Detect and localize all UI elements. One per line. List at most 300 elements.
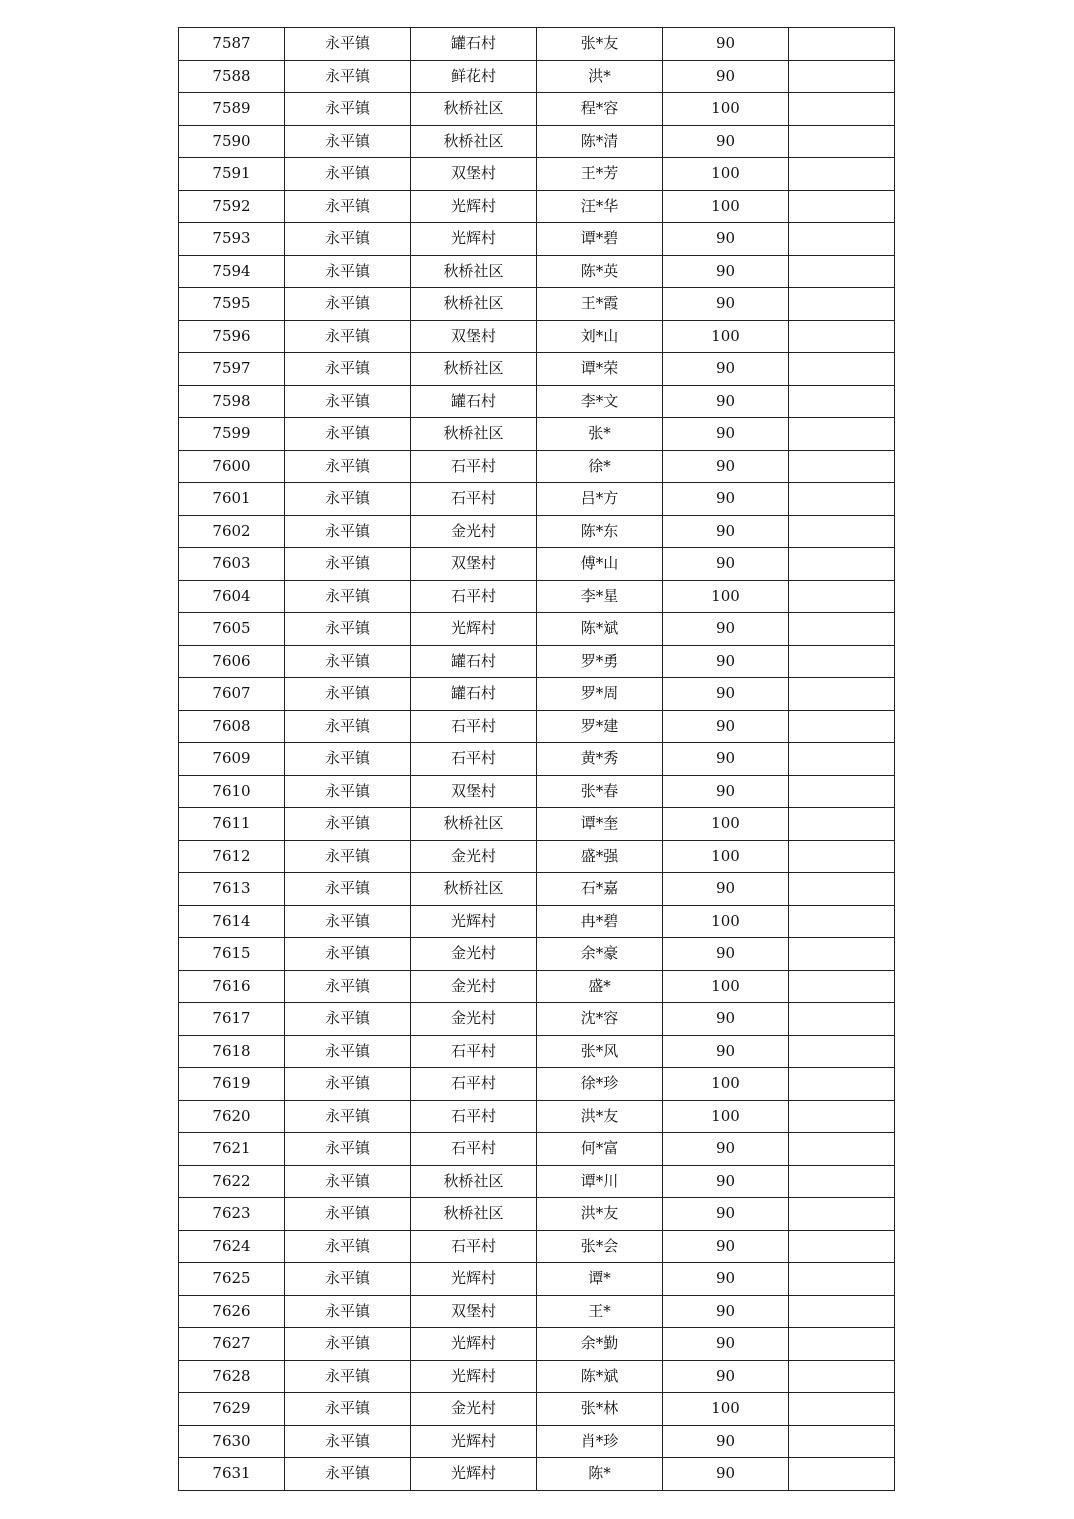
note-cell — [789, 970, 895, 1003]
town-cell: 永平镇 — [285, 613, 411, 646]
amount-cell: 90 — [663, 1425, 789, 1458]
serial-number-cell: 7608 — [179, 710, 285, 743]
serial-number-cell: 7611 — [179, 808, 285, 841]
table-row — [179, 743, 895, 776]
amount-cell: 90 — [663, 1003, 789, 1036]
table-row — [179, 1425, 895, 1458]
table-row — [179, 93, 895, 126]
village-cell: 秋桥社区 — [411, 255, 537, 288]
town-cell: 永平镇 — [285, 60, 411, 93]
name-cell: 石*嘉 — [537, 873, 663, 906]
serial-number-cell: 7619 — [179, 1068, 285, 1101]
table-row — [179, 450, 895, 483]
amount-cell: 100 — [663, 158, 789, 191]
note-cell — [789, 808, 895, 841]
name-cell: 肖*珍 — [537, 1425, 663, 1458]
table-row — [179, 483, 895, 516]
serial-number-cell: 7604 — [179, 580, 285, 613]
amount-cell: 90 — [663, 223, 789, 256]
village-cell: 罐石村 — [411, 678, 537, 711]
roster-table-body — [179, 28, 895, 1491]
note-cell — [789, 1068, 895, 1101]
village-cell: 金光村 — [411, 1003, 537, 1036]
town-cell: 永平镇 — [285, 1100, 411, 1133]
amount-cell: 90 — [663, 710, 789, 743]
amount-cell: 90 — [663, 1133, 789, 1166]
serial-number-cell: 7629 — [179, 1393, 285, 1426]
amount-cell: 90 — [663, 645, 789, 678]
village-cell: 光辉村 — [411, 905, 537, 938]
town-cell: 永平镇 — [285, 515, 411, 548]
name-cell: 洪* — [537, 60, 663, 93]
village-cell: 双堡村 — [411, 1295, 537, 1328]
village-cell: 光辉村 — [411, 223, 537, 256]
serial-number-cell: 7630 — [179, 1425, 285, 1458]
village-cell: 金光村 — [411, 938, 537, 971]
town-cell: 永平镇 — [285, 418, 411, 451]
table-row — [179, 710, 895, 743]
village-cell: 石平村 — [411, 1100, 537, 1133]
village-cell: 秋桥社区 — [411, 873, 537, 906]
table-row — [179, 1035, 895, 1068]
note-cell — [789, 385, 895, 418]
amount-cell: 90 — [663, 938, 789, 971]
serial-number-cell: 7596 — [179, 320, 285, 353]
note-cell — [789, 548, 895, 581]
serial-number-cell: 7627 — [179, 1328, 285, 1361]
amount-cell: 100 — [663, 970, 789, 1003]
town-cell: 永平镇 — [285, 1133, 411, 1166]
note-cell — [789, 93, 895, 126]
name-cell: 王*芳 — [537, 158, 663, 191]
town-cell: 永平镇 — [285, 905, 411, 938]
village-cell: 石平村 — [411, 1230, 537, 1263]
town-cell: 永平镇 — [285, 1295, 411, 1328]
village-cell: 光辉村 — [411, 1328, 537, 1361]
name-cell: 谭*碧 — [537, 223, 663, 256]
town-cell: 永平镇 — [285, 710, 411, 743]
table-row — [179, 970, 895, 1003]
name-cell: 吕*方 — [537, 483, 663, 516]
village-cell: 石平村 — [411, 450, 537, 483]
note-cell — [789, 223, 895, 256]
serial-number-cell: 7615 — [179, 938, 285, 971]
amount-cell: 90 — [663, 1458, 789, 1491]
note-cell — [789, 158, 895, 191]
note-cell — [789, 1003, 895, 1036]
village-cell: 秋桥社区 — [411, 808, 537, 841]
table-row — [179, 1295, 895, 1328]
note-cell — [789, 613, 895, 646]
town-cell: 永平镇 — [285, 1003, 411, 1036]
name-cell: 傅*山 — [537, 548, 663, 581]
table-row — [179, 255, 895, 288]
village-cell: 光辉村 — [411, 1458, 537, 1491]
note-cell — [789, 288, 895, 321]
village-cell: 鲜花村 — [411, 60, 537, 93]
town-cell: 永平镇 — [285, 1230, 411, 1263]
name-cell: 洪*友 — [537, 1100, 663, 1133]
town-cell: 永平镇 — [285, 970, 411, 1003]
serial-number-cell: 7631 — [179, 1458, 285, 1491]
note-cell — [789, 1458, 895, 1491]
note-cell — [789, 1133, 895, 1166]
note-cell — [789, 1035, 895, 1068]
note-cell — [789, 515, 895, 548]
name-cell: 盛* — [537, 970, 663, 1003]
amount-cell: 90 — [663, 450, 789, 483]
note-cell — [789, 1295, 895, 1328]
town-cell: 永平镇 — [285, 1035, 411, 1068]
name-cell: 李*星 — [537, 580, 663, 613]
table-row — [179, 678, 895, 711]
village-cell: 光辉村 — [411, 1425, 537, 1458]
name-cell: 徐* — [537, 450, 663, 483]
village-cell: 秋桥社区 — [411, 125, 537, 158]
name-cell: 张*春 — [537, 775, 663, 808]
amount-cell: 100 — [663, 1068, 789, 1101]
table-row — [179, 125, 895, 158]
serial-number-cell: 7594 — [179, 255, 285, 288]
amount-cell: 90 — [663, 1198, 789, 1231]
table-row — [179, 1263, 895, 1296]
table-row — [179, 613, 895, 646]
table-row — [179, 905, 895, 938]
amount-cell: 100 — [663, 190, 789, 223]
note-cell — [789, 1360, 895, 1393]
serial-number-cell: 7612 — [179, 840, 285, 873]
village-cell: 光辉村 — [411, 1360, 537, 1393]
amount-cell: 90 — [663, 28, 789, 61]
town-cell: 永平镇 — [285, 385, 411, 418]
note-cell — [789, 743, 895, 776]
table-row — [179, 1165, 895, 1198]
serial-number-cell: 7588 — [179, 60, 285, 93]
table-row — [179, 580, 895, 613]
village-cell: 石平村 — [411, 1035, 537, 1068]
note-cell — [789, 125, 895, 158]
table-row — [179, 1393, 895, 1426]
serial-number-cell: 7606 — [179, 645, 285, 678]
village-cell: 秋桥社区 — [411, 1165, 537, 1198]
amount-cell: 90 — [663, 418, 789, 451]
town-cell: 永平镇 — [285, 1425, 411, 1458]
village-cell: 石平村 — [411, 710, 537, 743]
note-cell — [789, 483, 895, 516]
note-cell — [789, 710, 895, 743]
serial-number-cell: 7602 — [179, 515, 285, 548]
amount-cell: 90 — [663, 613, 789, 646]
village-cell: 罐石村 — [411, 385, 537, 418]
amount-cell: 100 — [663, 93, 789, 126]
village-cell: 秋桥社区 — [411, 288, 537, 321]
serial-number-cell: 7607 — [179, 678, 285, 711]
village-cell: 双堡村 — [411, 158, 537, 191]
note-cell — [789, 1328, 895, 1361]
note-cell — [789, 580, 895, 613]
name-cell: 谭* — [537, 1263, 663, 1296]
village-cell: 石平村 — [411, 483, 537, 516]
village-cell: 秋桥社区 — [411, 353, 537, 386]
town-cell: 永平镇 — [285, 645, 411, 678]
table-row — [179, 158, 895, 191]
roster-table — [178, 27, 895, 1491]
name-cell: 陈*清 — [537, 125, 663, 158]
village-cell: 秋桥社区 — [411, 93, 537, 126]
amount-cell: 90 — [663, 1263, 789, 1296]
amount-cell: 90 — [663, 1360, 789, 1393]
amount-cell: 100 — [663, 840, 789, 873]
serial-number-cell: 7625 — [179, 1263, 285, 1296]
note-cell — [789, 60, 895, 93]
serial-number-cell: 7613 — [179, 873, 285, 906]
amount-cell: 90 — [663, 483, 789, 516]
name-cell: 李*文 — [537, 385, 663, 418]
town-cell: 永平镇 — [285, 450, 411, 483]
table-row — [179, 1458, 895, 1491]
town-cell: 永平镇 — [285, 483, 411, 516]
note-cell — [789, 1165, 895, 1198]
name-cell: 王*霞 — [537, 288, 663, 321]
name-cell: 陈*东 — [537, 515, 663, 548]
amount-cell: 90 — [663, 288, 789, 321]
table-row — [179, 1230, 895, 1263]
village-cell: 金光村 — [411, 1393, 537, 1426]
table-row — [179, 1198, 895, 1231]
amount-cell: 90 — [663, 353, 789, 386]
village-cell: 双堡村 — [411, 320, 537, 353]
note-cell — [789, 28, 895, 61]
note-cell — [789, 255, 895, 288]
town-cell: 永平镇 — [285, 840, 411, 873]
serial-number-cell: 7597 — [179, 353, 285, 386]
village-cell: 金光村 — [411, 970, 537, 1003]
table-row — [179, 645, 895, 678]
town-cell: 永平镇 — [285, 93, 411, 126]
village-cell: 罐石村 — [411, 28, 537, 61]
table-row — [179, 548, 895, 581]
name-cell: 洪*友 — [537, 1198, 663, 1231]
serial-number-cell: 7591 — [179, 158, 285, 191]
name-cell: 刘*山 — [537, 320, 663, 353]
note-cell — [789, 873, 895, 906]
name-cell: 汪*华 — [537, 190, 663, 223]
note-cell — [789, 1230, 895, 1263]
town-cell: 永平镇 — [285, 580, 411, 613]
serial-number-cell: 7603 — [179, 548, 285, 581]
amount-cell: 90 — [663, 125, 789, 158]
table-row — [179, 515, 895, 548]
note-cell — [789, 938, 895, 971]
amount-cell: 90 — [663, 1328, 789, 1361]
town-cell: 永平镇 — [285, 743, 411, 776]
note-cell — [789, 645, 895, 678]
amount-cell: 90 — [663, 873, 789, 906]
town-cell: 永平镇 — [285, 28, 411, 61]
amount-cell: 100 — [663, 1393, 789, 1426]
note-cell — [789, 190, 895, 223]
village-cell: 石平村 — [411, 580, 537, 613]
town-cell: 永平镇 — [285, 1198, 411, 1231]
village-cell: 石平村 — [411, 1068, 537, 1101]
amount-cell: 90 — [663, 385, 789, 418]
amount-cell: 100 — [663, 808, 789, 841]
town-cell: 永平镇 — [285, 125, 411, 158]
amount-cell: 100 — [663, 320, 789, 353]
amount-cell: 100 — [663, 580, 789, 613]
name-cell: 冉*碧 — [537, 905, 663, 938]
name-cell: 罗*周 — [537, 678, 663, 711]
town-cell: 永平镇 — [285, 255, 411, 288]
table-row — [179, 60, 895, 93]
amount-cell: 100 — [663, 905, 789, 938]
village-cell: 金光村 — [411, 840, 537, 873]
town-cell: 永平镇 — [285, 223, 411, 256]
note-cell — [789, 905, 895, 938]
amount-cell: 100 — [663, 1100, 789, 1133]
town-cell: 永平镇 — [285, 775, 411, 808]
name-cell: 沈*容 — [537, 1003, 663, 1036]
amount-cell: 90 — [663, 1035, 789, 1068]
note-cell — [789, 678, 895, 711]
table-row — [179, 775, 895, 808]
name-cell: 陈*斌 — [537, 1360, 663, 1393]
village-cell: 光辉村 — [411, 190, 537, 223]
serial-number-cell: 7610 — [179, 775, 285, 808]
amount-cell: 90 — [663, 775, 789, 808]
name-cell: 张* — [537, 418, 663, 451]
name-cell: 程*容 — [537, 93, 663, 126]
table-row — [179, 1068, 895, 1101]
village-cell: 秋桥社区 — [411, 1198, 537, 1231]
note-cell — [789, 353, 895, 386]
serial-number-cell: 7617 — [179, 1003, 285, 1036]
amount-cell: 90 — [663, 60, 789, 93]
name-cell: 徐*珍 — [537, 1068, 663, 1101]
note-cell — [789, 418, 895, 451]
village-cell: 金光村 — [411, 515, 537, 548]
serial-number-cell: 7592 — [179, 190, 285, 223]
serial-number-cell: 7590 — [179, 125, 285, 158]
name-cell: 黄*秀 — [537, 743, 663, 776]
amount-cell: 90 — [663, 678, 789, 711]
serial-number-cell: 7595 — [179, 288, 285, 321]
table-row — [179, 28, 895, 61]
amount-cell: 90 — [663, 515, 789, 548]
table-row — [179, 840, 895, 873]
name-cell: 余*勤 — [537, 1328, 663, 1361]
town-cell: 永平镇 — [285, 873, 411, 906]
name-cell: 谭*川 — [537, 1165, 663, 1198]
amount-cell: 90 — [663, 1230, 789, 1263]
name-cell: 陈* — [537, 1458, 663, 1491]
note-cell — [789, 450, 895, 483]
amount-cell: 90 — [663, 255, 789, 288]
table-row — [179, 418, 895, 451]
name-cell: 罗*勇 — [537, 645, 663, 678]
serial-number-cell: 7616 — [179, 970, 285, 1003]
town-cell: 永平镇 — [285, 678, 411, 711]
name-cell: 谭*奎 — [537, 808, 663, 841]
name-cell: 余*豪 — [537, 938, 663, 971]
note-cell — [789, 1393, 895, 1426]
serial-number-cell: 7618 — [179, 1035, 285, 1068]
serial-number-cell: 7622 — [179, 1165, 285, 1198]
note-cell — [789, 1425, 895, 1458]
town-cell: 永平镇 — [285, 938, 411, 971]
amount-cell: 90 — [663, 1165, 789, 1198]
village-cell: 光辉村 — [411, 613, 537, 646]
note-cell — [789, 1198, 895, 1231]
serial-number-cell: 7589 — [179, 93, 285, 126]
town-cell: 永平镇 — [285, 1360, 411, 1393]
table-row — [179, 320, 895, 353]
note-cell — [789, 1263, 895, 1296]
village-cell: 罐石村 — [411, 645, 537, 678]
amount-cell: 90 — [663, 743, 789, 776]
serial-number-cell: 7620 — [179, 1100, 285, 1133]
town-cell: 永平镇 — [285, 353, 411, 386]
name-cell: 谭*荣 — [537, 353, 663, 386]
name-cell: 张*友 — [537, 28, 663, 61]
note-cell — [789, 320, 895, 353]
town-cell: 永平镇 — [285, 190, 411, 223]
name-cell: 张*会 — [537, 1230, 663, 1263]
serial-number-cell: 7623 — [179, 1198, 285, 1231]
table-row — [179, 1133, 895, 1166]
name-cell: 陈*斌 — [537, 613, 663, 646]
note-cell — [789, 840, 895, 873]
serial-number-cell: 7624 — [179, 1230, 285, 1263]
table-row — [179, 1003, 895, 1036]
name-cell: 罗*建 — [537, 710, 663, 743]
name-cell: 张*风 — [537, 1035, 663, 1068]
town-cell: 永平镇 — [285, 1458, 411, 1491]
name-cell: 张*林 — [537, 1393, 663, 1426]
table-row — [179, 190, 895, 223]
town-cell: 永平镇 — [285, 548, 411, 581]
town-cell: 永平镇 — [285, 320, 411, 353]
table-row — [179, 1360, 895, 1393]
serial-number-cell: 7609 — [179, 743, 285, 776]
serial-number-cell: 7599 — [179, 418, 285, 451]
note-cell — [789, 1100, 895, 1133]
town-cell: 永平镇 — [285, 1263, 411, 1296]
table-row — [179, 938, 895, 971]
serial-number-cell: 7593 — [179, 223, 285, 256]
village-cell: 光辉村 — [411, 1263, 537, 1296]
town-cell: 永平镇 — [285, 808, 411, 841]
serial-number-cell: 7605 — [179, 613, 285, 646]
town-cell: 永平镇 — [285, 1328, 411, 1361]
table-row — [179, 385, 895, 418]
serial-number-cell: 7600 — [179, 450, 285, 483]
note-cell — [789, 775, 895, 808]
table-row — [179, 808, 895, 841]
amount-cell: 90 — [663, 1295, 789, 1328]
table-row — [179, 1328, 895, 1361]
village-cell: 双堡村 — [411, 775, 537, 808]
town-cell: 永平镇 — [285, 288, 411, 321]
serial-number-cell: 7626 — [179, 1295, 285, 1328]
serial-number-cell: 7614 — [179, 905, 285, 938]
serial-number-cell: 7598 — [179, 385, 285, 418]
village-cell: 石平村 — [411, 743, 537, 776]
village-cell: 双堡村 — [411, 548, 537, 581]
serial-number-cell: 7621 — [179, 1133, 285, 1166]
name-cell: 何*富 — [537, 1133, 663, 1166]
town-cell: 永平镇 — [285, 1165, 411, 1198]
